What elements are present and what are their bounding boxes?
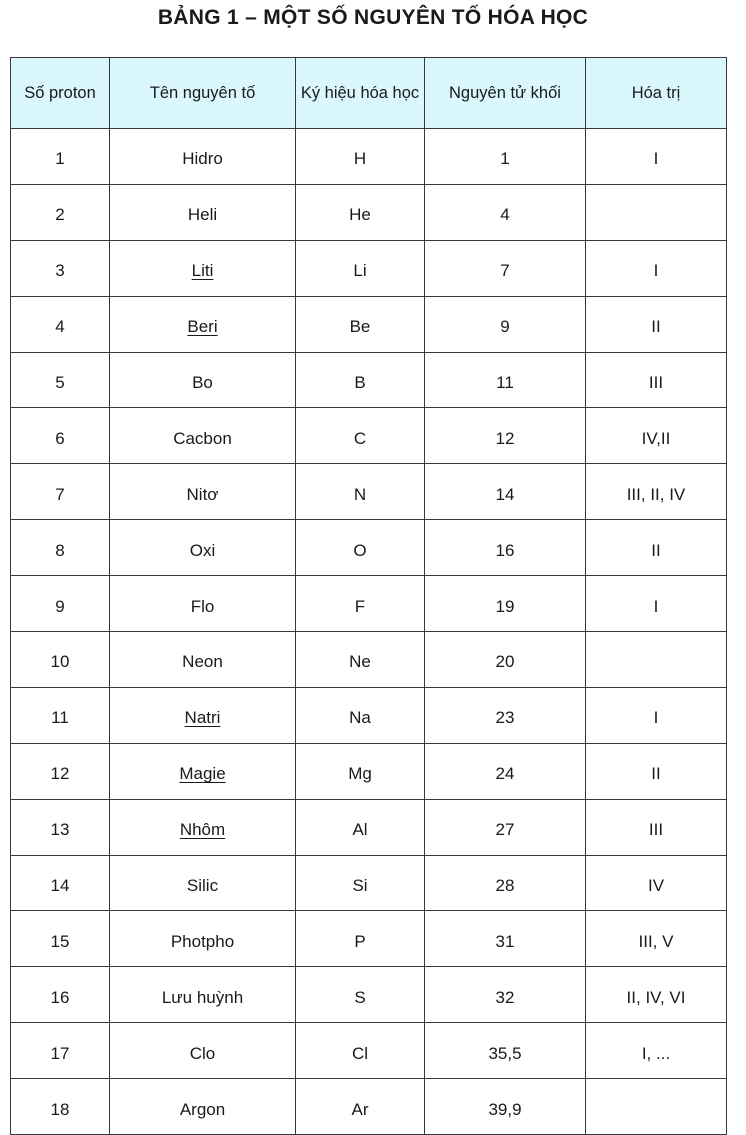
cell-valence — [586, 632, 727, 688]
cell-proton: 12 — [11, 743, 110, 799]
cell-name-text: Natri — [184, 708, 221, 728]
cell-mass: 12 — [425, 408, 586, 464]
table-row — [11, 576, 727, 632]
cell-valence: II — [586, 296, 727, 352]
cell-name — [110, 240, 296, 296]
cell-valence: I — [586, 240, 727, 296]
cell-mass: 23 — [425, 687, 586, 743]
cell-proton: 11 — [11, 687, 110, 743]
cell-symbol: P — [296, 911, 425, 967]
cell-proton: 16 — [11, 967, 110, 1023]
table-row — [11, 464, 727, 520]
cell-symbol: N — [296, 464, 425, 520]
cell-proton: 18 — [11, 1079, 110, 1135]
cell-mass: 39,9 — [425, 1079, 586, 1135]
cell-symbol: O — [296, 520, 425, 576]
cell-valence: I — [586, 576, 727, 632]
cell-proton: 13 — [11, 799, 110, 855]
table-row — [11, 687, 727, 743]
cell-symbol: S — [296, 967, 425, 1023]
cell-name: Cacbon — [110, 408, 296, 464]
header-proton-number: Số proton — [11, 58, 110, 129]
cell-mass: 11 — [425, 352, 586, 408]
cell-mass: 31 — [425, 911, 586, 967]
cell-proton: 10 — [11, 632, 110, 688]
cell-symbol: Ar — [296, 1079, 425, 1135]
cell-mass: 16 — [425, 520, 586, 576]
elements-table — [10, 57, 727, 1135]
cell-mass: 32 — [425, 967, 586, 1023]
table-header-row — [11, 58, 727, 129]
cell-name-text: Beri — [187, 317, 218, 337]
cell-proton: 9 — [11, 576, 110, 632]
cell-mass: 9 — [425, 296, 586, 352]
cell-valence: IV,II — [586, 408, 727, 464]
cell-name: Photpho — [110, 911, 296, 967]
cell-valence: II — [586, 520, 727, 576]
table-row — [11, 855, 727, 911]
cell-mass: 4 — [425, 184, 586, 240]
cell-valence: I — [586, 129, 727, 185]
cell-valence: II, IV, VI — [586, 967, 727, 1023]
cell-valence — [586, 184, 727, 240]
cell-name — [110, 743, 296, 799]
cell-proton: 17 — [11, 1023, 110, 1079]
cell-symbol: Si — [296, 855, 425, 911]
cell-name: Lưu huỳnh — [110, 967, 296, 1023]
table-row — [11, 911, 727, 967]
table-row — [11, 296, 727, 352]
cell-name: Neon — [110, 632, 296, 688]
table-row — [11, 799, 727, 855]
cell-symbol: Be — [296, 296, 425, 352]
cell-valence — [586, 1079, 727, 1135]
cell-name: Nitơ — [110, 464, 296, 520]
table-row — [11, 520, 727, 576]
cell-name — [110, 687, 296, 743]
header-atomic-mass: Nguyên tử khối — [425, 58, 586, 129]
table-row — [11, 967, 727, 1023]
cell-symbol: He — [296, 184, 425, 240]
cell-mass: 27 — [425, 799, 586, 855]
cell-name-text: Liti — [191, 261, 214, 281]
cell-name: Silic — [110, 855, 296, 911]
cell-symbol: B — [296, 352, 425, 408]
cell-symbol: Al — [296, 799, 425, 855]
cell-valence: III — [586, 799, 727, 855]
cell-proton: 6 — [11, 408, 110, 464]
cell-symbol: Mg — [296, 743, 425, 799]
cell-proton: 3 — [11, 240, 110, 296]
cell-proton: 2 — [11, 184, 110, 240]
table-row — [11, 184, 727, 240]
cell-symbol: H — [296, 129, 425, 185]
table-row — [11, 352, 727, 408]
cell-symbol: Na — [296, 687, 425, 743]
cell-mass: 24 — [425, 743, 586, 799]
cell-mass: 7 — [425, 240, 586, 296]
cell-name: Flo — [110, 576, 296, 632]
table-row — [11, 632, 727, 688]
header-chemical-symbol: Ký hiệu hóa học — [296, 58, 425, 129]
table-row — [11, 1079, 727, 1135]
cell-valence: IV — [586, 855, 727, 911]
cell-name: Clo — [110, 1023, 296, 1079]
cell-mass: 14 — [425, 464, 586, 520]
cell-mass: 20 — [425, 632, 586, 688]
cell-name-text: Magie — [179, 764, 226, 784]
cell-name: Hidro — [110, 129, 296, 185]
cell-name — [110, 799, 296, 855]
cell-proton: 8 — [11, 520, 110, 576]
header-valence: Hóa trị — [586, 58, 727, 129]
table-row — [11, 743, 727, 799]
cell-proton: 4 — [11, 296, 110, 352]
cell-name: Heli — [110, 184, 296, 240]
table-row — [11, 129, 727, 185]
cell-name-text: Nhôm — [179, 820, 226, 840]
cell-symbol: Cl — [296, 1023, 425, 1079]
cell-proton: 7 — [11, 464, 110, 520]
cell-name — [110, 296, 296, 352]
table-row — [11, 240, 727, 296]
cell-valence: III, V — [586, 911, 727, 967]
cell-name: Oxi — [110, 520, 296, 576]
cell-proton: 5 — [11, 352, 110, 408]
cell-symbol: Li — [296, 240, 425, 296]
header-element-name: Tên nguyên tố — [110, 58, 296, 129]
cell-proton: 15 — [11, 911, 110, 967]
cell-name: Argon — [110, 1079, 296, 1135]
cell-name: Bo — [110, 352, 296, 408]
cell-valence: II — [586, 743, 727, 799]
cell-valence: I — [586, 687, 727, 743]
cell-proton: 1 — [11, 129, 110, 185]
table-row — [11, 408, 727, 464]
cell-mass: 19 — [425, 576, 586, 632]
cell-mass: 1 — [425, 129, 586, 185]
page-title: BẢNG 1 – MỘT SỐ NGUYÊN TỐ HÓA HỌC — [157, 6, 589, 29]
cell-valence: III, II, IV — [586, 464, 727, 520]
cell-symbol: F — [296, 576, 425, 632]
cell-valence: III — [586, 352, 727, 408]
cell-valence: I, ... — [586, 1023, 727, 1079]
cell-mass: 28 — [425, 855, 586, 911]
table-row — [11, 1023, 727, 1079]
cell-proton: 14 — [11, 855, 110, 911]
cell-symbol: C — [296, 408, 425, 464]
cell-mass: 35,5 — [425, 1023, 586, 1079]
cell-symbol: Ne — [296, 632, 425, 688]
